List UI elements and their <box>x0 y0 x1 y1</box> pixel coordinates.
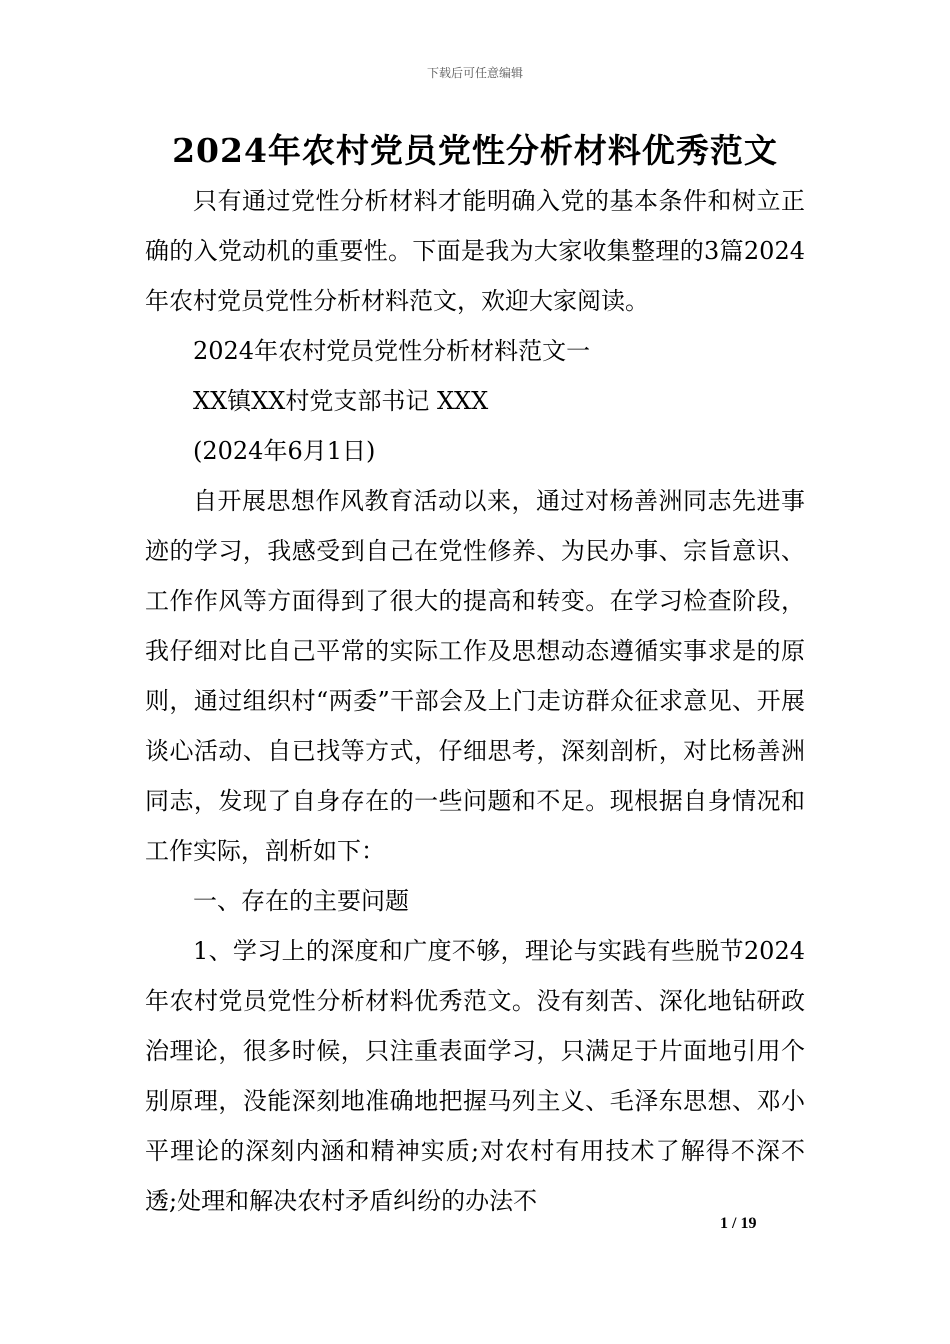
section-heading-sample-one: 2024年农村党员党性分析材料范文一 <box>193 337 591 365</box>
body-paragraph: 1、学习上的深度和广度不够，理论与实践有些脱节2024年农村党员党性分析材料优秀范文。没有刻苦、深化地钻研政治理论，很多时候，只注重表面学习，只满足于片面地引用个别原理，没能深刻地准确地把握马列主义、毛泽东思想、邓小平理论的深刻内涵和精神实质;对农村有用技术了解得不深不透;处理和解决农村矛盾纠纷的办法不 <box>145 937 805 1215</box>
document-title: 2024年农村党员党性分析材料优秀范文 <box>172 131 778 170</box>
section-heading-main-problems: 一、存在的主要问题 <box>193 887 409 915</box>
document-body <box>145 176 805 1226</box>
header-note: 下载后可任意编辑 <box>426 66 523 80</box>
page-number: 1 / 19 <box>720 1215 757 1232</box>
intro-paragraph: 只有通过党性分析材料才能明确入党的基本条件和树立正确的入党动机的重要性。下面是我为大家收集整理的3篇2024年农村党员党性分析材料范文，欢迎大家阅读。 <box>145 187 805 315</box>
author-line: XX镇XX村党支部书记 XXX <box>193 387 489 415</box>
body-paragraph: 自开展思想作风教育活动以来，通过对杨善洲同志先进事迹的学习，我感受到自己在党性修养、为民办事、宗旨意识、工作作风等方面得到了很大的提高和转变。在学习检查阶段，我仔细对比自己平常的实际工作及思想动态遵循实事求是的原则，通过组织村“两委”干部会及上门走访群众征求意见、开展谈心活动、自已找等方式，仔细思考，深刻剖析，对比杨善洲同志，发现了自身存在的一些问题和不足。现根据自身情况和工作实际，剖析如下： <box>145 487 805 865</box>
date-line: (2024年6月1日) <box>193 437 376 465</box>
